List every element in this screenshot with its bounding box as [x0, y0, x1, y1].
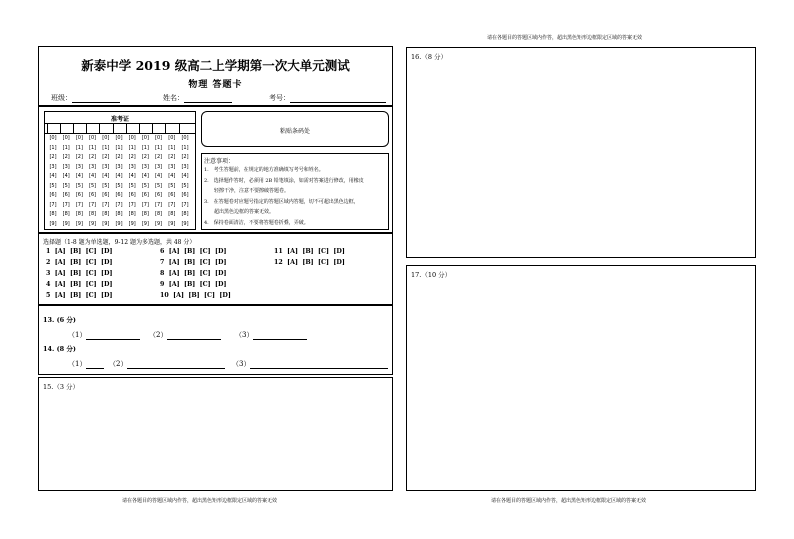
ticket-digit-bubble[interactable]: [8]: [168, 211, 176, 217]
ticket-digit-bubble[interactable]: [9]: [128, 220, 136, 227]
ticket-digit-bubble[interactable]: [2]: [115, 154, 123, 160]
ticket-col-divider: [113, 123, 114, 133]
q14-blank-1[interactable]: [68, 359, 104, 369]
ticket-digit-bubble[interactable]: [0]: [181, 135, 189, 141]
ticket-digit-bubble[interactable]: [3]: [155, 163, 163, 170]
ticket-digit-bubble[interactable]: [4]: [141, 173, 149, 179]
ticket-digit-bubble[interactable]: [5]: [168, 182, 176, 189]
ticket-digit-bubble[interactable]: [3]: [75, 163, 83, 170]
ticket-digit-bubble[interactable]: [9]: [181, 220, 189, 227]
ticket-digit-bubble[interactable]: [0]: [128, 135, 136, 141]
q14-blank-2-label: （2）: [109, 360, 128, 368]
mc-question-row[interactable]: 1 [A] [B] [C] [D]: [46, 248, 113, 255]
note-item: 轻擦干净，注意不要擦破答题卷。: [204, 188, 290, 194]
ticket-digit-bubble[interactable]: [1]: [75, 144, 83, 151]
mc-question-row[interactable]: 10 [A] [B] [C] [D]: [160, 292, 231, 299]
ticket-digit-bubble[interactable]: [2]: [128, 154, 136, 160]
ticket-digit-bubble[interactable]: [7]: [181, 201, 189, 208]
q16-answer-area[interactable]: [406, 47, 756, 258]
ticket-digit-bubble[interactable]: [2]: [62, 154, 70, 160]
q14-blank-3[interactable]: [232, 359, 388, 369]
mc-question-row[interactable]: 12 [A] [B] [C] [D]: [274, 259, 345, 266]
ticket-digit-bubble[interactable]: [5]: [75, 182, 83, 189]
ticket-digit-bubble[interactable]: [0]: [75, 135, 83, 141]
ticket-digit-bubble[interactable]: [7]: [168, 201, 176, 208]
ticket-grid: [44, 111, 196, 230]
ticket-digit-bubble[interactable]: [9]: [89, 220, 97, 227]
ticket-digit-bubble[interactable]: [6]: [128, 192, 136, 198]
note-item: 超出黑色边框的答案无效。: [204, 209, 275, 215]
ticket-digit-bubble[interactable]: [1]: [62, 144, 70, 151]
ticket-digit-bubble[interactable]: [3]: [102, 163, 110, 170]
ticket-digit-bubble[interactable]: [8]: [62, 211, 70, 217]
ticket-digit-bubble[interactable]: [4]: [89, 173, 97, 179]
ticket-digit-bubble[interactable]: [5]: [102, 182, 110, 189]
header-box: [38, 46, 393, 106]
ticket-digit-bubble[interactable]: [4]: [49, 173, 57, 179]
ticket-digit-bubble[interactable]: [0]: [115, 135, 123, 141]
top-notice: 请在各题目的答题区域内作答，超出黑色矩形边框限定区域的答案无效: [487, 35, 643, 41]
ticket-digit-bubble[interactable]: [0]: [155, 135, 163, 141]
ticket-digit-bubble[interactable]: [1]: [181, 144, 189, 151]
ticket-digit-bubble[interactable]: [5]: [155, 182, 163, 189]
ticket-col-divider: [139, 123, 140, 133]
notes-box: [201, 153, 389, 230]
name-field[interactable]: [163, 93, 232, 103]
ticket-digit-bubble[interactable]: [9]: [75, 220, 83, 227]
ticket-digit-bubble[interactable]: [5]: [62, 182, 70, 189]
ticket-digit-bubble[interactable]: [8]: [181, 211, 189, 217]
mc-question-row[interactable]: 2 [A] [B] [C] [D]: [46, 259, 113, 266]
ticket-digit-bubble[interactable]: [1]: [89, 144, 97, 151]
q13-blank-3-label: （3）: [235, 331, 254, 339]
ticket-digit-bubble[interactable]: [3]: [49, 163, 57, 170]
ticket-digit-bubble[interactable]: [5]: [115, 182, 123, 189]
ticket-digit-bubble[interactable]: [0]: [62, 135, 70, 141]
ticket-digit-bubble[interactable]: [6]: [49, 192, 57, 198]
ticket-digit-bubble[interactable]: [8]: [102, 211, 110, 217]
ticket-digit-bubble[interactable]: [1]: [168, 144, 176, 151]
q15-answer-area[interactable]: [38, 377, 393, 491]
ticket-digit-bubble[interactable]: [1]: [102, 144, 110, 151]
ticket-digit-bubble[interactable]: [6]: [75, 192, 83, 198]
note-item: 4. 保持卷面清洁，不要将答题卷折叠，弄破。: [204, 219, 309, 226]
ticket-digit-bubble[interactable]: [7]: [102, 201, 110, 208]
ticket-digit-bubble[interactable]: [0]: [49, 135, 57, 141]
q13-blank-1-label: （1）: [68, 331, 87, 339]
ticket-digit-bubble[interactable]: [3]: [62, 163, 70, 170]
barcode-area: [201, 111, 389, 147]
ticket-digit-bubble[interactable]: [3]: [128, 163, 136, 170]
ticket-digit-bubble[interactable]: [7]: [115, 201, 123, 208]
ticket-digit-bubble[interactable]: [2]: [155, 154, 163, 160]
note-item: 2. 选择题作答时，必须用 2B 铅笔填涂，如需对答案进行修改，用橡皮: [204, 177, 364, 184]
barcode-label: 粘贴条码处: [279, 128, 310, 135]
ticket-digit-bubble[interactable]: [8]: [141, 211, 149, 217]
class-label: 班级：: [51, 94, 72, 102]
ticket-digit-bubble[interactable]: [3]: [89, 163, 97, 170]
q17-label: 17.（10 分）: [411, 271, 452, 279]
ticket-digit-bubble[interactable]: [9]: [115, 220, 123, 227]
q17-answer-area[interactable]: [406, 265, 756, 491]
ticket-title: 准考证: [110, 116, 129, 123]
ticket-col-divider: [47, 123, 48, 133]
q13-q14-box: [38, 305, 393, 375]
ticket-digit-bubble[interactable]: [5]: [49, 182, 57, 189]
ticket-digit-bubble[interactable]: [2]: [102, 154, 110, 160]
ticket-digit-bubble[interactable]: [9]: [155, 220, 163, 227]
ticket-digit-bubble[interactable]: [6]: [181, 192, 189, 198]
ticket-digit-bubble[interactable]: [8]: [89, 211, 97, 217]
ticket-digit-bubble[interactable]: [4]: [115, 173, 123, 179]
ticket-digit-bubble[interactable]: [0]: [141, 135, 149, 141]
ticket-digit-bubble[interactable]: [6]: [141, 192, 149, 198]
q13-blank-3[interactable]: [235, 330, 307, 340]
mc-question-row[interactable]: 3 [A] [B] [C] [D]: [46, 270, 113, 277]
ticket-col-divider: [126, 123, 127, 133]
ticket-digit-bubble[interactable]: [4]: [168, 173, 176, 179]
ticket-digit-bubble[interactable]: [6]: [89, 192, 97, 198]
ticket-digit-bubble[interactable]: [1]: [155, 144, 163, 151]
ticket-digit-bubble[interactable]: [8]: [75, 211, 83, 217]
ticket-digit-bubble[interactable]: [2]: [89, 154, 97, 160]
ticket-digit-bubble[interactable]: [9]: [141, 220, 149, 227]
ticket-digit-bubble[interactable]: [8]: [49, 211, 57, 217]
ticket-digit-bubble[interactable]: [9]: [62, 220, 70, 227]
notes-title: 注意事项：: [204, 158, 235, 165]
ticket-digit-bubble[interactable]: [3]: [181, 163, 189, 170]
ticket-col-divider: [86, 123, 87, 133]
q14-blank-2[interactable]: [109, 359, 225, 369]
ticket-digit-bubble[interactable]: [5]: [128, 182, 136, 189]
mc-box: [38, 233, 393, 305]
ticket-digit-bubble[interactable]: [1]: [49, 144, 57, 151]
ticket-digit-bubble[interactable]: [6]: [115, 192, 123, 198]
ticket-digit-bubble[interactable]: [7]: [49, 201, 57, 208]
ticket-digit-bubble[interactable]: [0]: [102, 135, 110, 141]
ticket-digit-bubble[interactable]: [3]: [141, 163, 149, 170]
ticket-digit-bubble[interactable]: [6]: [168, 192, 176, 198]
ticket-digit-bubble[interactable]: [4]: [155, 173, 163, 179]
ticket-digit-bubble[interactable]: [4]: [75, 173, 83, 179]
ticket-digit-bubble[interactable]: [2]: [181, 154, 189, 160]
ticket-col-divider: [165, 123, 166, 133]
mc-question-row[interactable]: 4 [A] [B] [C] [D]: [46, 281, 113, 288]
mc-question-row[interactable]: 7 [A] [B] [C] [D]: [160, 259, 227, 266]
ticket-digit-bubble[interactable]: [1]: [115, 144, 123, 151]
ticket-digit-bubble[interactable]: [0]: [168, 135, 176, 141]
ticket-digit-bubble[interactable]: [8]: [128, 211, 136, 217]
exam-no-label: 考号：: [269, 94, 290, 102]
page-title: 新泰中学 2019 级高二上学期第一次大单元测试: [81, 58, 350, 73]
ticket-digit-bubble[interactable]: [2]: [75, 154, 83, 160]
ticket-col-divider: [60, 123, 61, 133]
ticket-digit-bubble[interactable]: [6]: [102, 192, 110, 198]
mc-question-row[interactable]: 6 [A] [B] [C] [D]: [160, 248, 227, 255]
mc-title: 选择题（1-8 题为单选题，9-12 题为多选题，共 48 分）: [43, 239, 196, 246]
ticket-col-divider: [179, 123, 180, 133]
bottom-notice-left: 请在各题目的答题区域内作答，超出黑色矩形边框限定区域的答案无效: [122, 498, 278, 504]
mc-question-row[interactable]: 8 [A] [B] [C] [D]: [160, 270, 227, 277]
q14-blank-3-label: （3）: [232, 360, 251, 368]
note-item: 3. 在答题卷对应题号指定的答题区域内答题，切不可超出黑色边框，: [204, 198, 359, 205]
info-box: [38, 106, 393, 233]
ticket-digit-bubble[interactable]: [5]: [89, 182, 97, 189]
ticket-digit-bubble[interactable]: [3]: [168, 163, 176, 170]
name-label: 姓名：: [163, 94, 184, 102]
ticket-digit-bubble[interactable]: [9]: [102, 220, 110, 227]
ticket-col-divider: [152, 123, 153, 133]
q13-blank-2[interactable]: [149, 330, 221, 340]
ticket-digit-bubble[interactable]: [7]: [141, 201, 149, 208]
ticket-digit-bubble[interactable]: [8]: [155, 211, 163, 217]
mc-question-row[interactable]: 5 [A] [B] [C] [D]: [46, 292, 113, 299]
exam-no-field[interactable]: [269, 93, 386, 103]
ticket-digit-bubble[interactable]: [9]: [49, 220, 57, 227]
bottom-notice-right: 请在各题目的答题区域内作答，超出黑色矩形边框限定区域的答案无效: [491, 498, 647, 504]
ticket-digit-bubble[interactable]: [0]: [89, 135, 97, 141]
ticket-digit-bubble[interactable]: [1]: [128, 144, 136, 151]
class-field[interactable]: [51, 93, 120, 103]
ticket-digit-bubble[interactable]: [2]: [141, 154, 149, 160]
ticket-digit-bubble[interactable]: [1]: [141, 144, 149, 151]
ticket-digit-bubble[interactable]: [7]: [89, 201, 97, 208]
q16-label: 16.（8 分）: [411, 53, 448, 61]
q13-blank-2-label: （2）: [149, 331, 168, 339]
q15-label: 15.（3 分）: [43, 383, 80, 391]
ticket-col-divider: [99, 123, 100, 133]
ticket-digit-bubble[interactable]: [4]: [128, 173, 136, 179]
q13-blank-1[interactable]: [68, 330, 140, 340]
ticket-digit-bubble[interactable]: [7]: [62, 201, 70, 208]
ticket-digit-bubble[interactable]: [9]: [168, 220, 176, 227]
ticket-digit-bubble[interactable]: [7]: [155, 201, 163, 208]
q13-label: 13. (6 分): [43, 316, 77, 324]
q14-blank-1-label: （1）: [68, 360, 87, 368]
ticket-digit-bubble[interactable]: [8]: [115, 211, 123, 217]
ticket-digit-bubble[interactable]: [4]: [181, 173, 189, 179]
q14-label: 14. (8 分): [43, 345, 77, 353]
ticket-digit-bubble[interactable]: [6]: [155, 192, 163, 198]
mc-question-row[interactable]: 11 [A] [B] [C] [D]: [274, 248, 345, 255]
ticket-digit-bubble[interactable]: [2]: [168, 154, 176, 160]
mc-question-row[interactable]: 9 [A] [B] [C] [D]: [160, 281, 227, 288]
ticket-digit-bubble[interactable]: [4]: [62, 173, 70, 179]
ticket-col-divider: [73, 123, 74, 133]
ticket-digit-bubble[interactable]: [5]: [141, 182, 149, 189]
page-subtitle: 物理 答题卡: [188, 80, 243, 90]
ticket-digit-bubble[interactable]: [7]: [75, 201, 83, 208]
ticket-digit-bubble[interactable]: [4]: [102, 173, 110, 179]
ticket-digit-bubble[interactable]: [7]: [128, 201, 136, 208]
ticket-digit-bubble[interactable]: [2]: [49, 154, 57, 160]
ticket-digit-bubble[interactable]: [6]: [62, 192, 70, 198]
ticket-digit-bubble[interactable]: [3]: [115, 163, 123, 170]
ticket-digit-bubble[interactable]: [5]: [181, 182, 189, 189]
note-item: 1. 考生答题前，在规定的地方准确填写考号和姓名。: [204, 167, 324, 173]
